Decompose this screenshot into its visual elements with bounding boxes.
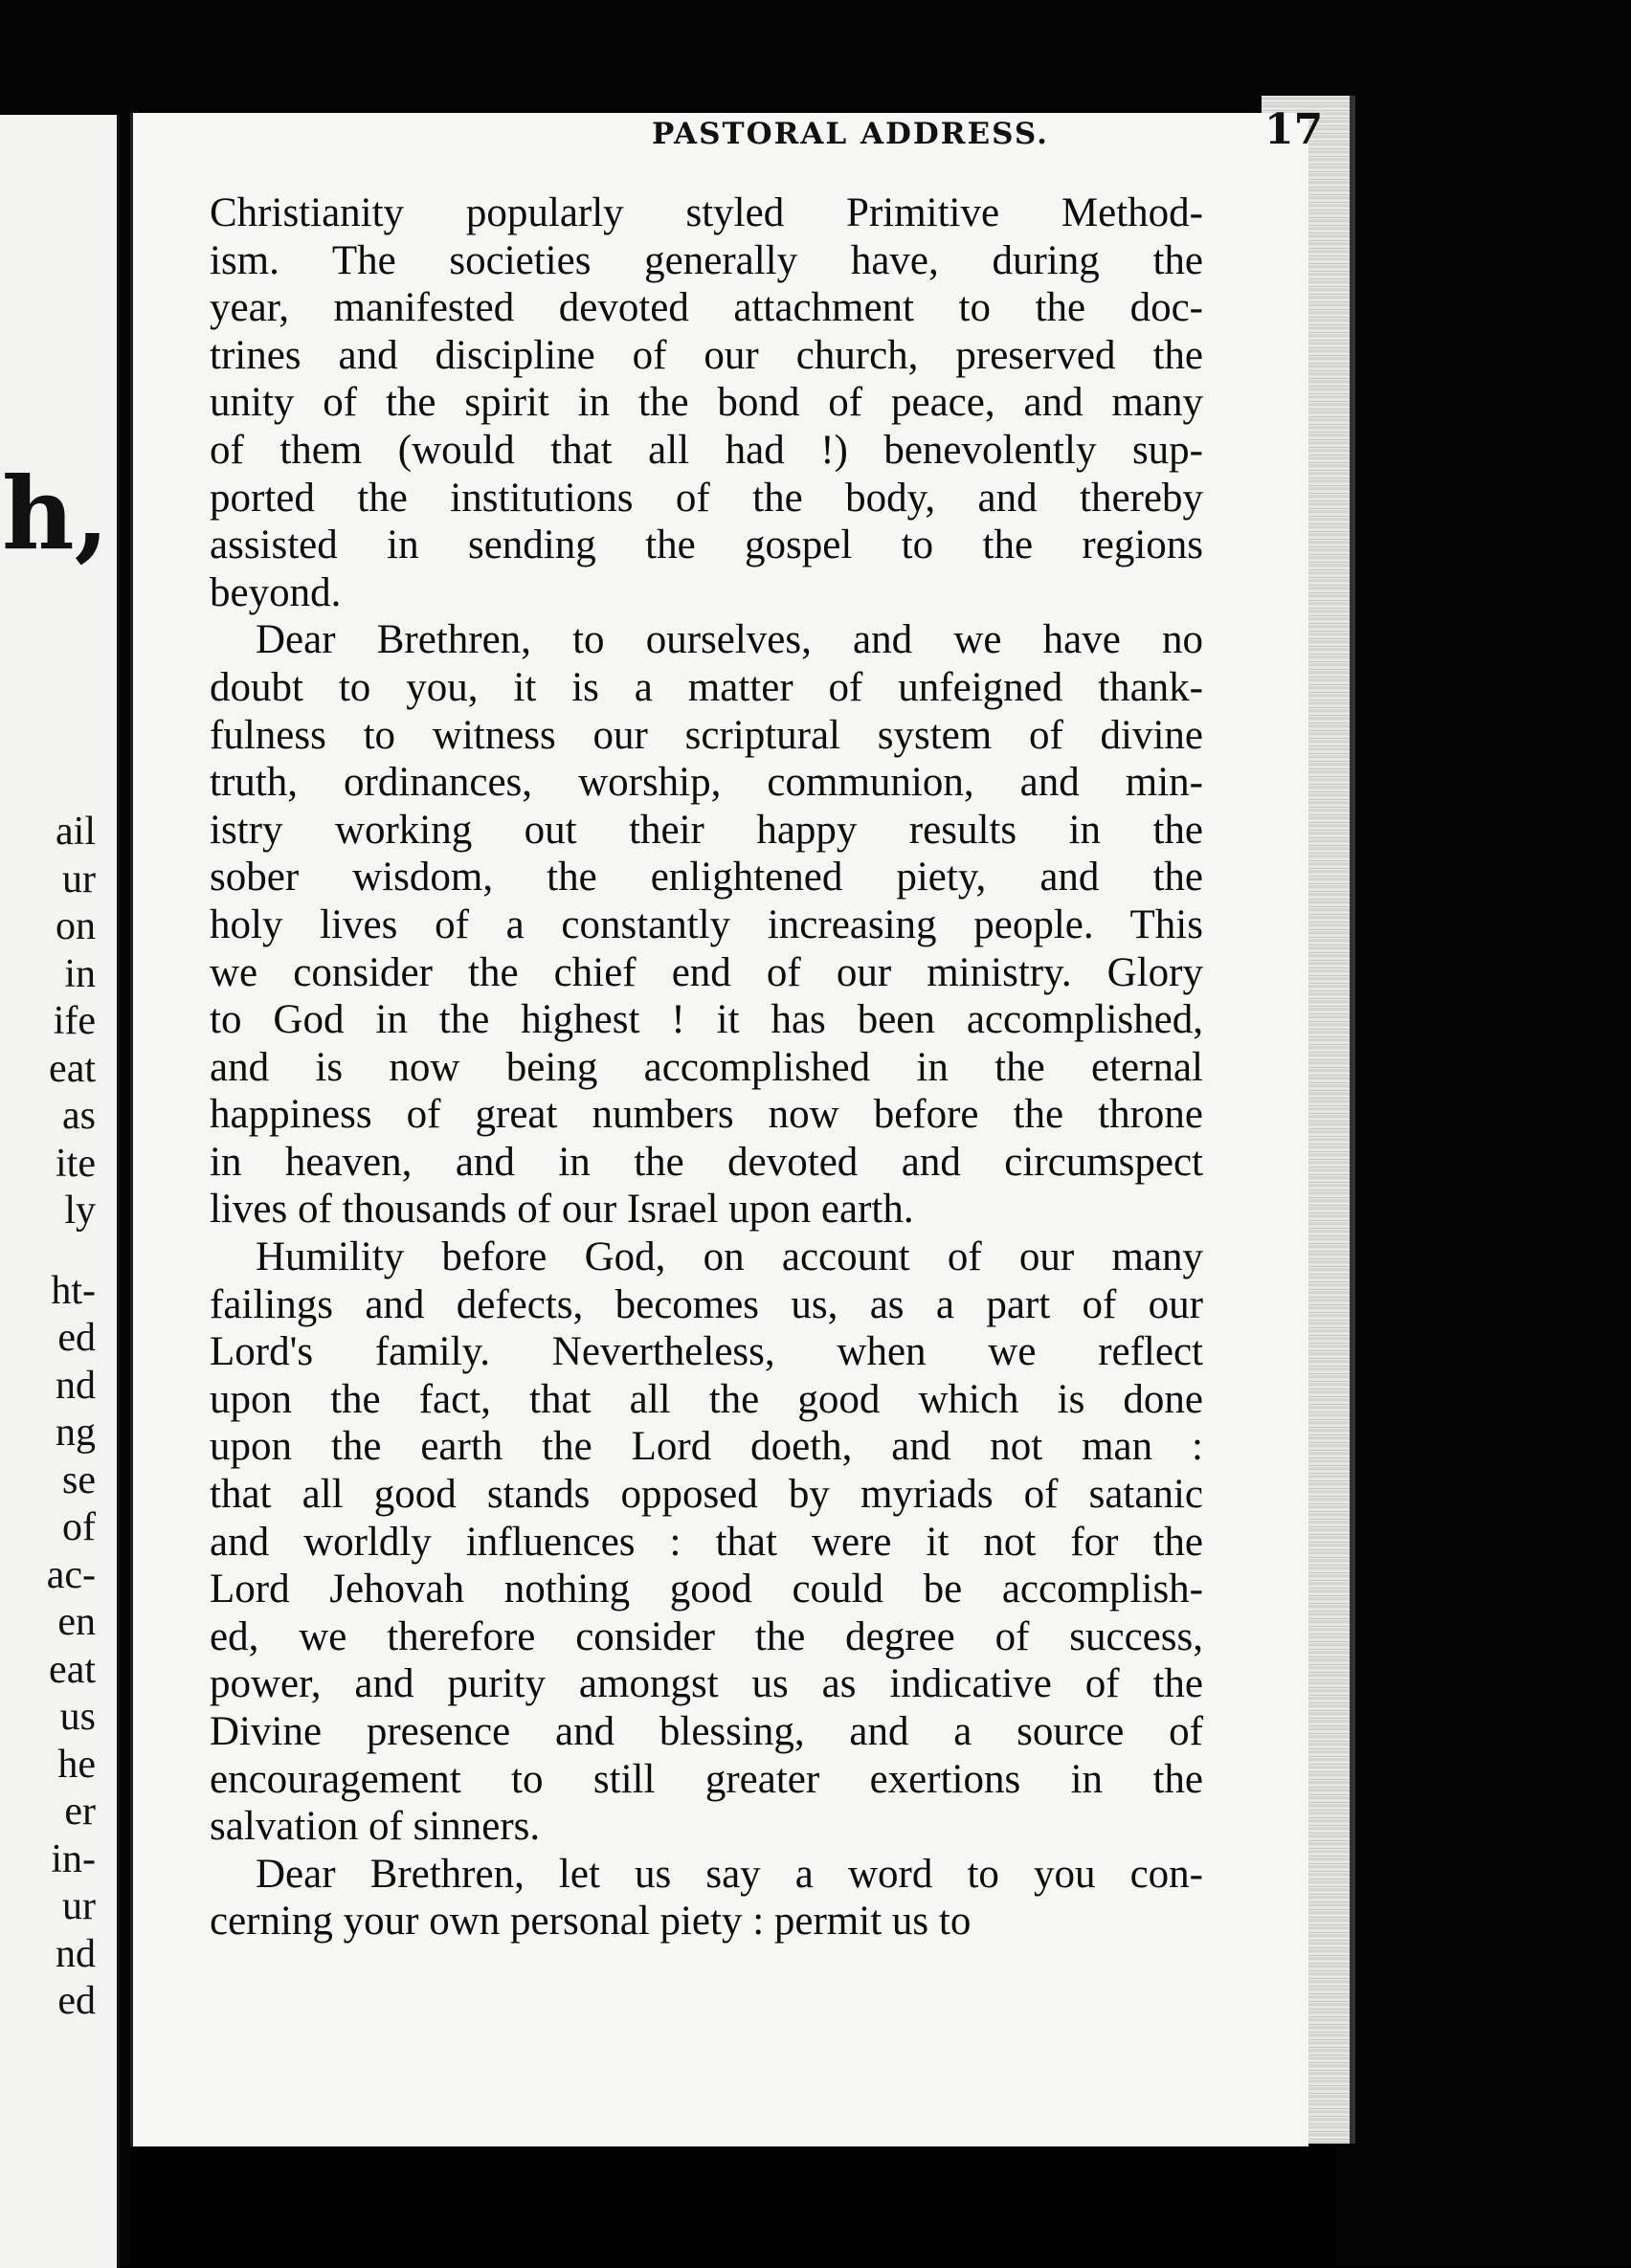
text-line: upon the earth the Lord doeth, and not man : [210, 1424, 1203, 1470]
left-page-margin [0, 115, 120, 2268]
left-page-fragment: ht- [51, 1268, 96, 1313]
text-line: Humility before God, on account of our many [256, 1234, 1203, 1280]
body-text [210, 189, 1203, 1946]
left-page-fragment: as [62, 1094, 96, 1138]
right-page [130, 105, 1324, 2146]
running-head: PASTORAL ADDRESS. [652, 117, 1049, 151]
text-line: upon the fact, that all the good which is done [210, 1376, 1203, 1422]
left-page-ornament: h, [2, 455, 109, 572]
text-line: salvation of sinners. [210, 1804, 541, 1850]
text-line: trines and discipline of our church, preserved the [210, 332, 1203, 378]
text-line: ed, we therefore consider the degree of success, [210, 1613, 1203, 1659]
text-line: failings and defects, becomes us, as a part of our [210, 1281, 1203, 1327]
left-page-fragment: in- [51, 1836, 96, 1881]
text-line: istry working out their happy results in the [210, 807, 1203, 853]
left-page-fragment: us [59, 1695, 96, 1739]
text-line: Lord Jehovah nothing good could be accomplish- [210, 1567, 1203, 1612]
left-page-fragment: nd [56, 1931, 96, 1976]
text-line: we consider the chief end of our ministry. Glory [210, 949, 1203, 995]
left-page-fragment [0, 1235, 117, 1268]
paragraph [210, 616, 1203, 1234]
text-line: ported the institutions of the body, and thereby [210, 475, 1203, 521]
text-line: Lord's family. Nevertheless, when we reflect [210, 1329, 1203, 1375]
text-line: unity of the spirit in the bond of peace, and many [210, 380, 1203, 426]
text-line: holy lives of a constantly increasing people. This [210, 901, 1203, 947]
text-line: fulness to witness our scriptural system of divine [210, 712, 1203, 758]
text-line: power, and purity amongst us as indicative of the [210, 1661, 1203, 1707]
text-line: happiness of great numbers now before the throne [210, 1092, 1203, 1138]
left-page-fragment: on [56, 904, 96, 948]
left-page-fragment: ly [64, 1189, 96, 1233]
text-line: Christianity popularly styled Primitive Method- [210, 190, 1203, 235]
text-line: encouragement to still greater exertions in the [210, 1756, 1203, 1802]
text-line: Divine presence and blessing, and a source of [210, 1709, 1203, 1754]
left-page-fragment: ail [56, 810, 96, 854]
page-number: 17 [1264, 105, 1324, 154]
text-line: assisted in sending the gospel to the regions [210, 523, 1203, 568]
text-line: beyond. [210, 569, 342, 615]
left-page-fragment: ed [57, 1979, 96, 2023]
left-page-fragment: en [57, 1600, 96, 1644]
left-page-fragment: eat [49, 1046, 96, 1091]
paragraph [210, 189, 1203, 616]
text-line: and worldly influences : that were it not for the [210, 1519, 1203, 1565]
left-page-fragment: se [62, 1457, 96, 1502]
text-line: Dear Brethren, let us say a word to you con- [256, 1851, 1203, 1897]
text-line: truth, ordinances, worship, communion, and min- [210, 760, 1203, 806]
paragraph [210, 1851, 1203, 1946]
text-line: ism. The societies generally have, during the [210, 237, 1203, 283]
text-line: Dear Brethren, to ourselves, and we have no [256, 617, 1203, 663]
text-line: in heaven, and in the devoted and circumspect [210, 1139, 1203, 1185]
left-page-fragment: ife [53, 999, 96, 1043]
left-page-fragment: er [64, 1790, 96, 1834]
left-page-fragment: in [64, 951, 96, 996]
text-line: sober wisdom, the enlightened piety, and the [210, 855, 1203, 901]
left-page-fragment: ng [56, 1411, 96, 1455]
text-line: to God in the highest ! it has been accomplished, [210, 997, 1203, 1043]
left-page-fragment: ur [62, 1884, 96, 1928]
left-page-fragment: ac- [46, 1552, 96, 1597]
text-line: cerning your own personal piety : permit us to [210, 1899, 972, 1945]
left-page-fragment: of [62, 1505, 96, 1549]
left-page-fragment: he [57, 1742, 96, 1787]
left-page-fragments [0, 809, 117, 2026]
left-page-fragment: ite [56, 1141, 96, 1186]
text-line: year, manifested devoted attachment to the doc- [210, 285, 1203, 331]
left-page-fragment: eat [49, 1647, 96, 1692]
scan-border [130, 2146, 1336, 2266]
left-page-fragment: ur [62, 856, 96, 901]
left-page-fragment: ed [57, 1316, 96, 1360]
text-line: lives of thousands of our Israel upon earth. [210, 1187, 914, 1233]
text-line: of them (would that all had !) benevolently sup- [210, 427, 1203, 473]
text-line: that all good stands opposed by myriads of satanic [210, 1472, 1203, 1518]
left-page-fragment: nd [56, 1363, 96, 1408]
text-line: and is now being accomplished in the eternal [210, 1044, 1203, 1090]
page-header [267, 105, 1328, 189]
paragraph [210, 1234, 1203, 1851]
text-line: doubt to you, it is a matter of unfeigned thank- [210, 664, 1203, 710]
